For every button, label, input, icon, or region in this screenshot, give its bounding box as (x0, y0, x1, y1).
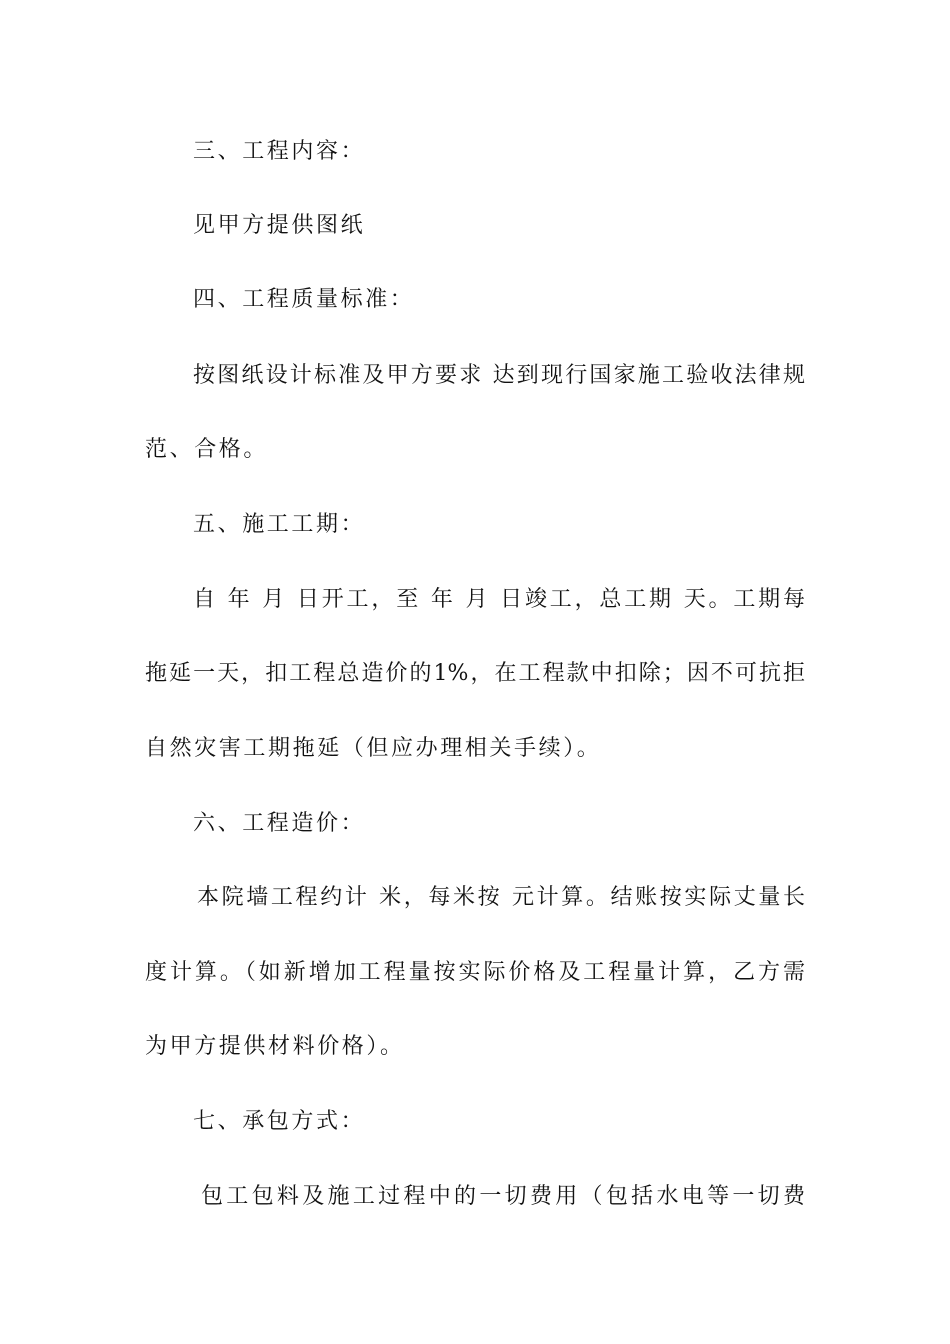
paragraph-line: 拖延一天，扣工程总造价的1%，在工程款中扣除；因不可抗拒 (145, 661, 805, 686)
paragraph-line: 包工包料及施工过程中的一切费用（包括水电等一切费 (201, 1184, 805, 1209)
paragraph-line: 范、合格。 (145, 437, 269, 462)
section-heading-quality-standard: 四、工程质量标准： (193, 287, 415, 312)
paragraph-line: 自然灾害工期拖延（但应办理相关手续）。 (145, 736, 602, 761)
paragraph-line: 为甲方提供材料价格）。 (145, 1034, 405, 1059)
paragraph-line: 见甲方提供图纸 (193, 213, 366, 238)
section-heading-contract-method: 七、承包方式： (193, 1109, 366, 1134)
section-heading-project-content: 三、工程内容： (193, 139, 366, 164)
section-heading-project-cost: 六、工程造价： (193, 811, 366, 836)
paragraph-line: 本院墙工程约计 米，每米按 元计算。结账按实际丈量长 (197, 885, 805, 910)
paragraph-line: 自 年 月 日开工，至 年 月 日竣工，总工期 天。工期每 (193, 587, 805, 612)
paragraph-line: 按图纸设计标准及甲方要求 达到现行国家施工验收法律规 (193, 363, 805, 388)
section-heading-construction-period: 五、施工工期： (193, 512, 366, 537)
paragraph-line: 度计算。（如新增加工程量按实际价格及工程量计算，乙方需 (145, 960, 805, 985)
